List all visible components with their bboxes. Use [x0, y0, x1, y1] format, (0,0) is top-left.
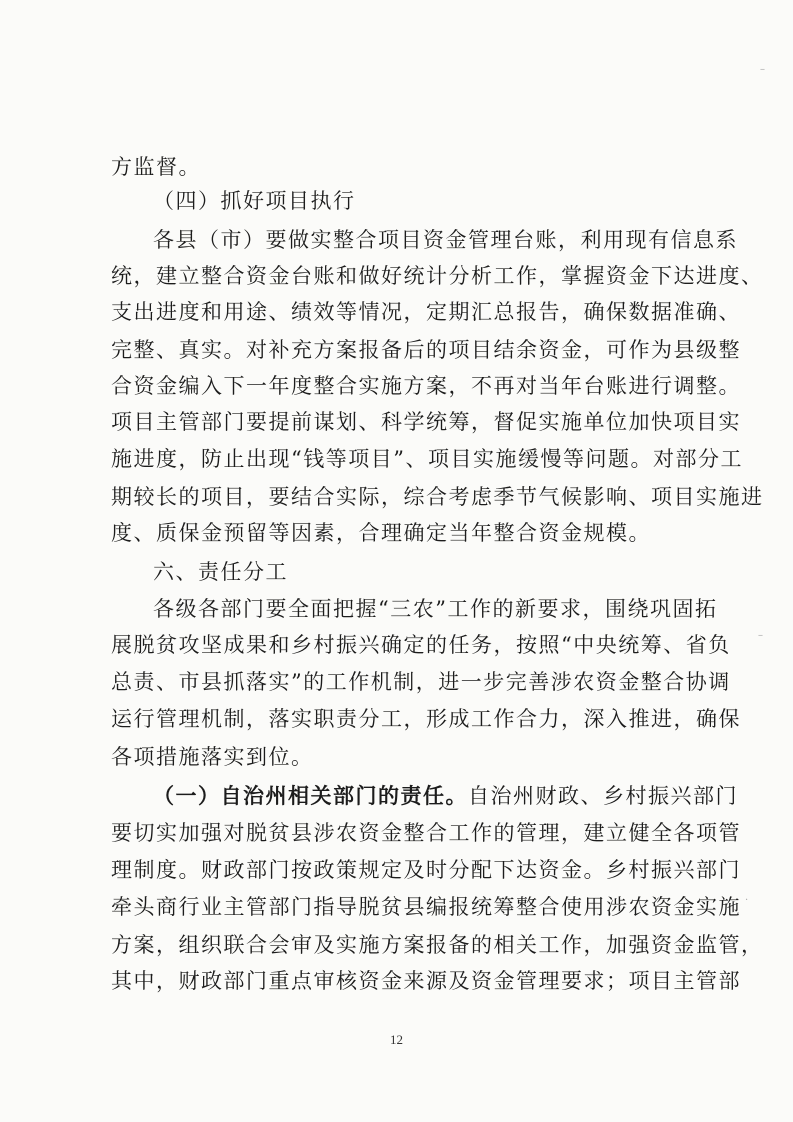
page-number: 12 — [390, 1032, 403, 1047]
section-heading: 六、责任分工 — [153, 560, 288, 584]
scan-mark: · — [745, 895, 749, 906]
text-line: 牵头商行业主管部门指导脱贫县编报统筹整合使用涉农资金实施 — [111, 895, 741, 919]
text-line: 度、质保金预留等因素，合理确定当年整合资金规模。 — [111, 521, 651, 545]
text-line: 完整、真实。对补充方案报备后的项目结余资金，可作为县级整 — [111, 338, 741, 362]
text-line: 总责、市县抓落实”的工作机制，进一步完善涉农资金整合协调 — [111, 670, 731, 694]
section-heading: （四）抓好项目执行 — [153, 189, 356, 213]
text-line: 方监督。 — [111, 155, 201, 179]
scan-mark: – — [760, 64, 765, 75]
text-line: 施进度，防止出现“钱等项目”、项目实施缓慢等问题。对部分工 — [111, 447, 743, 471]
text-line: 支出进度和用途、绩效等情况，定期汇总报告，确保数据准确、 — [111, 300, 741, 324]
subsection-text: 自治州财政、乡村振兴部门 — [468, 784, 738, 808]
text-line: 各县（市）要做实整合项目资金管理台账，利用现有信息系 — [153, 228, 738, 252]
text-line: 合资金编入下一年度整合实施方案，不再对当年台账进行调整。 — [111, 374, 741, 398]
scan-mark: – — [758, 630, 763, 641]
text-line: 其中，财政部门重点审核资金来源及资金管理要求；项目主管部 — [111, 969, 741, 993]
text-line: 各级各部门要全面把握“三农”工作的新要求，围绕巩固拓 — [153, 597, 718, 621]
text-line: 各项措施落实到位。 — [111, 745, 314, 769]
subsection-heading: （一）自治州相关部门的责任。 — [153, 783, 468, 808]
subsection-line — [153, 781, 738, 811]
text-line: 项目主管部门要提前谋划、科学统筹，督促实施单位加快项目实 — [111, 410, 741, 434]
text-line: 方案，组织联合会审及实施方案报备的相关工作，加强资金监管， — [111, 933, 764, 957]
text-line: 理制度。财政部门按政策规定及时分配下达资金。乡村振兴部门 — [111, 858, 741, 882]
text-line: 统，建立整合资金台账和做好统计分析工作，掌握资金下达进度、 — [111, 264, 764, 288]
text-line: 期较长的项目，要结合实际，综合考虑季节气候影响、项目实施进 — [111, 485, 764, 509]
text-line: 运行管理机制，落实职责分工，形成工作合力，深入推进，确保 — [111, 707, 741, 731]
text-line: 展脱贫攻坚成果和乡村振兴确定的任务，按照“中央统筹、省负 — [111, 633, 731, 657]
text-line: 要切实加强对脱贫县涉农资金整合工作的管理，建立健全各项管 — [111, 821, 741, 845]
